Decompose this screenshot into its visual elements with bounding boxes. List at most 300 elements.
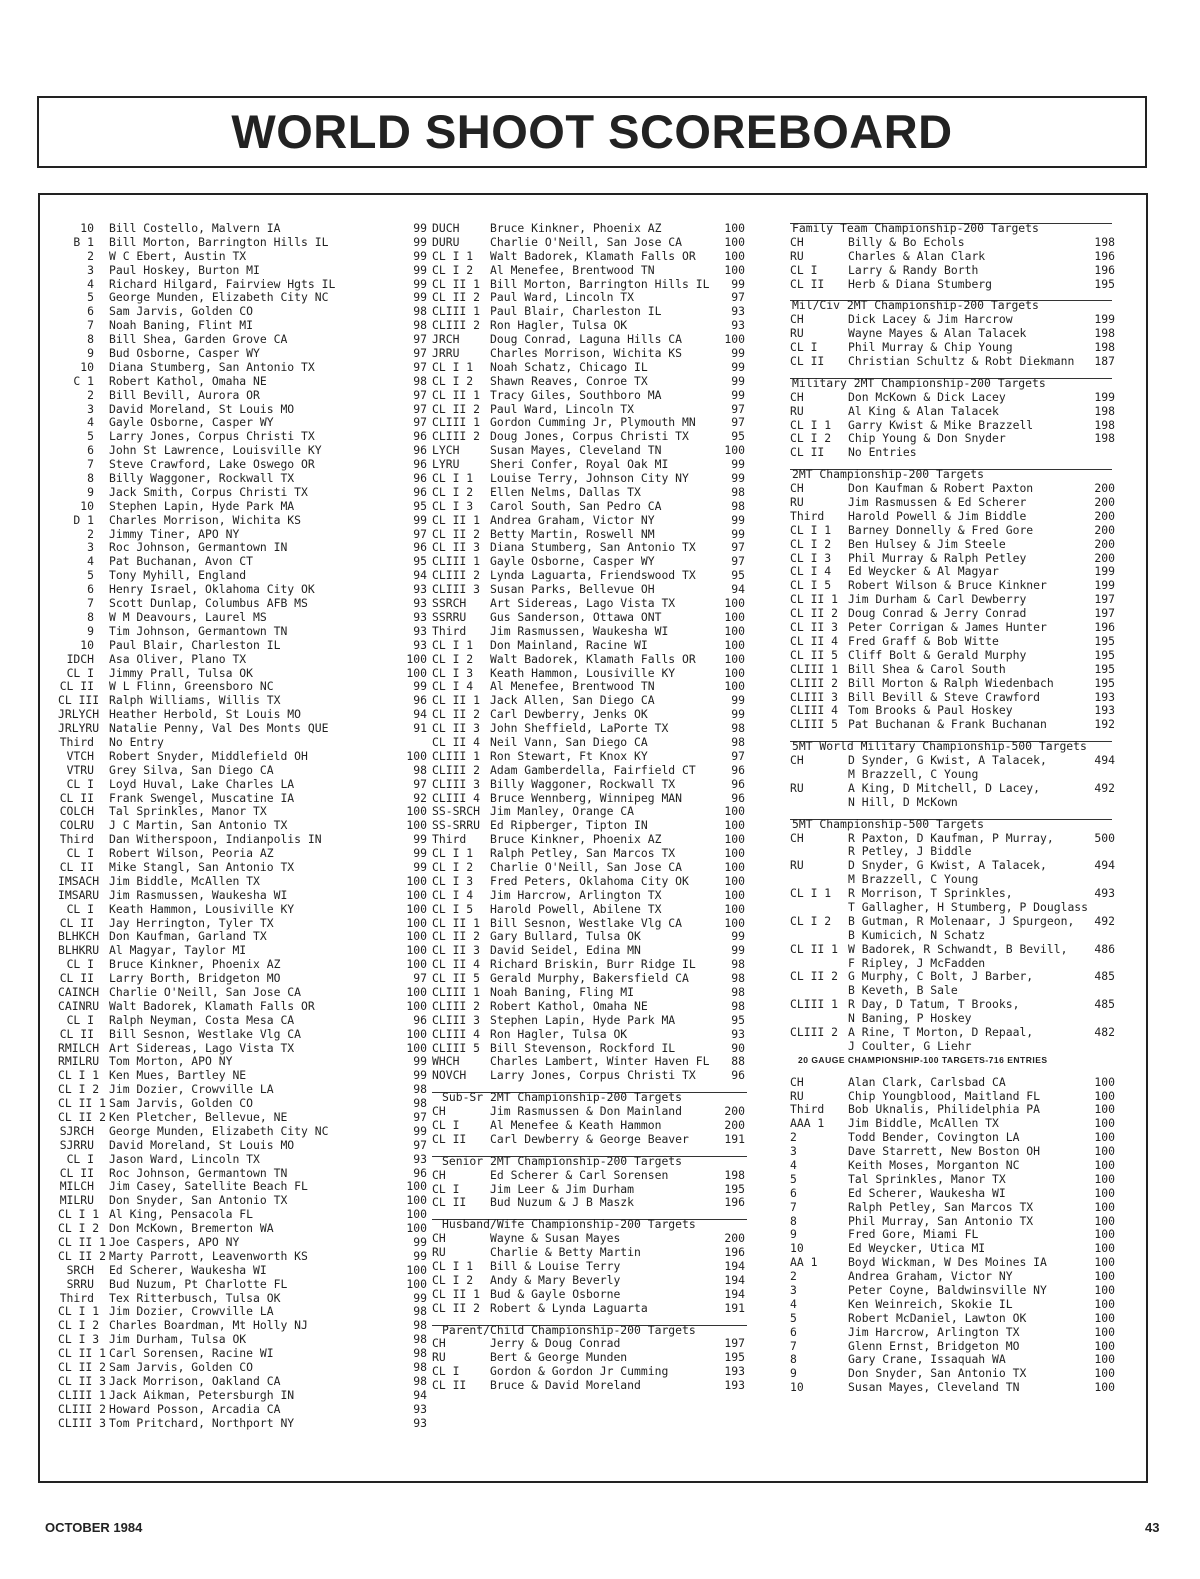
class-label: 4: [87, 415, 94, 430]
result-row: [432, 667, 757, 681]
result-row: [790, 1242, 1130, 1256]
class-label: 6: [87, 582, 94, 597]
result-row: [790, 873, 1130, 887]
score: 100: [724, 679, 745, 694]
entrant-name: Jim Biddle, McAllen TX: [109, 873, 260, 888]
entrant-name: Cliff Bolt & Gerald Murphy: [848, 647, 1027, 662]
class-label: CL I 2: [432, 373, 474, 388]
entrant-name: Jack Smith, Corpus Christi TX: [109, 484, 308, 499]
entrant-name: Sam Jarvis, Golden CO: [109, 1360, 254, 1375]
entrant-name: Larry Jones, Corpus Christi TX: [490, 1068, 696, 1083]
result-row: [58, 222, 428, 236]
score: 100: [1094, 1352, 1115, 1367]
score: 97: [731, 748, 745, 763]
entrant-name: Diana Stumberg, San Antonio TX: [490, 540, 696, 555]
score: 196: [724, 1245, 745, 1260]
score: 200: [724, 1104, 745, 1119]
entrant-name: Harold Powell, Abilene TX: [490, 901, 662, 916]
class-label: CL II 1: [432, 915, 481, 930]
class-label: CL I 1: [432, 637, 474, 652]
entrant-name: Bruce Kinkner, Phoenix AZ: [490, 832, 662, 847]
score: 100: [406, 1221, 427, 1236]
entrant-name: B Gutman, R Molenaar, J Spurgeon,: [848, 913, 1075, 928]
class-label: CL I 1: [432, 846, 474, 861]
entrant-name: Ken Pletcher, Bellevue, NE: [109, 1110, 288, 1124]
score: 195: [724, 1181, 745, 1196]
entrant-name: Robert Kathol, Omaha NE: [490, 998, 648, 1013]
result-row: [432, 528, 757, 542]
score: 197: [1094, 606, 1115, 621]
score: 99: [413, 1248, 427, 1263]
result-row: [432, 1042, 757, 1056]
score: 98: [731, 984, 745, 999]
class-label: 7: [87, 318, 94, 333]
entrant-name: T Gallagher, H Stumberg, P Douglass: [848, 899, 1089, 914]
result-row: [790, 1090, 1130, 1104]
result-row: [790, 327, 1130, 341]
result-row: [58, 639, 428, 653]
result-row: [432, 1260, 757, 1274]
class-label: CL I 1: [432, 1259, 474, 1274]
class-label: 2: [87, 526, 94, 541]
class-label: SSRRU: [432, 609, 467, 624]
score: 194: [724, 1259, 745, 1274]
result-row: [432, 500, 757, 514]
result-row: [790, 1187, 1130, 1201]
entrant-name: Jimmy Tiner, APO NY: [109, 526, 240, 541]
section-title: 5MT World Military Championship-500 Targets: [792, 739, 1087, 754]
entrant-name: Bruce Kinkner, Phoenix AZ: [109, 957, 281, 972]
result-row: [432, 972, 757, 986]
score: 191: [724, 1131, 745, 1146]
entrant-name: Stephen Lapin, Hyde Park MA: [109, 498, 295, 513]
class-label: CL I 3: [432, 665, 474, 680]
class-label: CL II 2: [432, 1300, 481, 1315]
result-row: [58, 819, 428, 833]
entrant-name: Charlie O'Neill, San Jose CA: [490, 234, 683, 249]
class-label: CL I 1: [58, 1068, 100, 1083]
result-row: [790, 1131, 1130, 1145]
score: 100: [724, 234, 745, 249]
entrant-name: Al Menefee, Brentwood TN: [490, 262, 655, 277]
result-row: [790, 607, 1130, 621]
result-row: [58, 1028, 428, 1042]
entrant-name: Larry & Randy Borth: [848, 262, 979, 277]
result-row: [432, 416, 757, 430]
entrant-name: D Synder, G Kwist, A Talacek,: [848, 753, 1047, 768]
class-label: 5: [87, 429, 94, 444]
entrant-name: Al King, Pensacola FL: [109, 1207, 254, 1222]
result-row: [790, 593, 1130, 607]
class-label: SRCH: [66, 1262, 94, 1277]
class-label: CL II 3: [432, 540, 481, 555]
entrant-name: Al Menefee & Keath Hammon: [490, 1118, 662, 1132]
result-row: [790, 1298, 1130, 1312]
entrant-name: Keath Hammon, Lousiville KY: [109, 901, 295, 916]
score: 99: [413, 1123, 427, 1138]
class-label: 3: [790, 1283, 797, 1298]
class-label: CLIII 2: [432, 998, 481, 1013]
entrant-name: Tex Ritterbusch, Tulsa OK: [109, 1290, 281, 1305]
score: 200: [1094, 536, 1115, 551]
result-row: [58, 1305, 428, 1319]
score: 100: [724, 915, 745, 930]
result-row: [58, 389, 428, 403]
score: 200: [724, 1231, 745, 1246]
entrant-name: J C Martin, San Antonio TX: [109, 818, 288, 833]
result-row: [432, 875, 757, 889]
entrant-name: Gayle Osborne, Casper WY: [109, 415, 274, 430]
score: 97: [413, 1137, 427, 1152]
entrant-name: Bill Stevenson, Rockford IL: [490, 1040, 676, 1055]
result-row: [58, 930, 428, 944]
section-header: [790, 468, 1130, 482]
entrant-name: Art Sidereas, Lago Vista TX: [490, 596, 676, 611]
entrant-name: Phil Murray, San Antonio TX: [848, 1213, 1034, 1228]
result-row: [58, 1417, 428, 1431]
class-label: CH: [790, 389, 804, 404]
section-header: [432, 1155, 757, 1169]
score: 100: [724, 262, 745, 277]
class-label: RMILRU: [58, 1054, 100, 1069]
result-row: [432, 278, 757, 292]
class-label: CL II 1: [432, 1286, 481, 1301]
entrant-name: Fred Graff & Bob Witte: [848, 633, 999, 648]
result-row: [58, 1278, 428, 1292]
class-label: B 1: [73, 234, 94, 249]
score: 98: [731, 971, 745, 986]
class-label: DUCH: [432, 221, 460, 235]
score: 100: [1094, 1324, 1115, 1339]
score: 100: [1094, 1158, 1115, 1172]
entrant-name: Walt Badorek, Klamath Falls OR: [109, 998, 315, 1013]
entrant-name: Betty Martin, Roswell NM: [490, 526, 655, 541]
class-label: JRCH: [432, 332, 460, 347]
entrant-name: Paul Ward, Lincoln TX: [490, 290, 635, 305]
entrant-name: Henry Israel, Oklahoma City OK: [109, 582, 315, 597]
score: 100: [1094, 1283, 1115, 1298]
class-label: CL I 5: [432, 901, 474, 916]
result-row: [58, 1292, 428, 1306]
score: 100: [724, 832, 745, 847]
score: 195: [1094, 633, 1115, 648]
score: 99: [731, 929, 745, 944]
result-row: [432, 597, 757, 611]
class-label: CL I 2: [58, 1082, 100, 1097]
entrant-name: Billy Waggoner, Rockwall TX: [109, 471, 295, 486]
result-row: [790, 649, 1130, 663]
entrant-name: Doug Jones, Corpus Christi TX: [490, 429, 689, 444]
result-row: [432, 847, 757, 861]
result-row: [790, 1367, 1130, 1381]
class-label: 6: [790, 1185, 797, 1200]
entrant-name: Noah Baning, Fling MI: [490, 984, 635, 999]
entrant-name: Tom Morton, APO NY: [109, 1054, 233, 1069]
result-row: [790, 1326, 1130, 1340]
class-label: CLIII 4: [432, 1026, 481, 1041]
score: 99: [731, 693, 745, 708]
class-label: BLHKRU: [58, 943, 100, 958]
score: 91: [413, 721, 427, 736]
result-row: [432, 375, 757, 389]
score: 100: [406, 1040, 427, 1055]
class-label: CL II 1: [432, 693, 481, 708]
score: 88: [731, 1054, 745, 1069]
class-label: CL I: [66, 957, 94, 972]
result-row: [432, 958, 757, 972]
entrant-name: Robert McDaniel, Lawton OK: [848, 1310, 1027, 1325]
result-row: [58, 347, 428, 361]
class-label: 8: [790, 1352, 797, 1367]
result-row: [432, 444, 757, 458]
score: 200: [1094, 508, 1115, 523]
entrant-name: Bill Costello, Malvern IA: [109, 221, 281, 235]
result-row: [432, 250, 757, 264]
class-label: CL I 2: [790, 536, 832, 551]
class-label: SSRCH: [432, 596, 467, 611]
result-row: [58, 528, 428, 542]
result-row: [58, 1083, 428, 1097]
result-row: [790, 1026, 1130, 1040]
class-label: CL II 1: [790, 592, 839, 607]
result-row: [432, 1028, 757, 1042]
score: 93: [731, 1026, 745, 1041]
result-row: [58, 403, 428, 417]
score: 100: [1094, 1074, 1115, 1089]
result-row: [58, 736, 428, 750]
result-row: [58, 375, 428, 389]
class-label: CLIII 1: [58, 1387, 107, 1402]
score: 98: [413, 373, 427, 388]
class-label: COLRU: [59, 818, 94, 833]
entrant-name: Chip Youngblood, Maitland FL: [848, 1088, 1041, 1103]
class-label: SS-SRRU: [432, 818, 481, 833]
score: 193: [1094, 703, 1115, 718]
result-row: [790, 635, 1130, 649]
class-label: CL I 2: [58, 1221, 100, 1236]
score: 99: [731, 373, 745, 388]
score: 193: [1094, 689, 1115, 704]
score: 100: [724, 901, 745, 916]
entrant-name: Tom Brooks & Paul Hoskey: [848, 703, 1013, 718]
result-row: [790, 432, 1130, 446]
score: 98: [413, 1082, 427, 1097]
entrant-name: Tom Pritchard, Northport NY: [109, 1415, 295, 1430]
class-label: SRRU: [66, 1276, 94, 1291]
class-label: CL I 1: [790, 522, 832, 537]
result-row: [58, 1250, 428, 1264]
class-label: CL I 2: [432, 1272, 474, 1287]
entrant-name: Susan Mayes, Cleveland TN: [490, 443, 662, 458]
entrant-name: No Entries: [848, 445, 917, 460]
score: 97: [413, 332, 427, 347]
score: 198: [1094, 417, 1115, 432]
class-label: 6: [87, 304, 94, 319]
score: 482: [1094, 1024, 1115, 1039]
entrant-name: Gary Bullard, Tulsa OK: [490, 929, 641, 944]
entrant-name: Don Kaufman, Garland TX: [109, 929, 267, 944]
score: 97: [413, 971, 427, 986]
entrant-name: Tal Sprinkles, Manor TX: [848, 1171, 1006, 1186]
score: 100: [406, 1207, 427, 1222]
entrant-name: Jim Dozier, Crowville LA: [109, 1082, 274, 1097]
class-label: CL II: [59, 971, 94, 986]
entrant-name: Carl Dewberry & George Beaver: [490, 1131, 689, 1146]
result-row: [790, 1159, 1130, 1173]
class-label: CLIII 3: [432, 776, 481, 791]
class-label: 2: [87, 248, 94, 263]
result-row: [790, 832, 1130, 846]
entrant-name: Dick Lacey & Jim Harcrow: [848, 312, 1013, 327]
class-label: CL II 2: [58, 1248, 107, 1263]
result-row: [58, 944, 428, 958]
score: 95: [413, 498, 427, 513]
entrant-name: Walt Badorek, Klamath Falls OR: [490, 651, 696, 666]
score: 198: [1094, 403, 1115, 418]
result-row: [432, 708, 757, 722]
score: 493: [1094, 886, 1115, 901]
section-title: 5MT Championship-500 Targets: [792, 816, 985, 831]
entrant-name: Frank Swengel, Muscatine IA: [109, 790, 295, 805]
score: 93: [413, 596, 427, 611]
result-row: [58, 708, 428, 722]
score: 98: [413, 762, 427, 777]
class-label: RU: [790, 248, 804, 263]
score: 193: [724, 1364, 745, 1379]
class-label: CLIII 1: [432, 415, 481, 430]
entrant-name: Natalie Penny, Val Des Monts QUE: [109, 721, 329, 736]
score: 100: [1094, 1366, 1115, 1381]
class-label: IDCH: [66, 651, 94, 666]
section-title: Parent/Child Championship-200 Targets: [442, 1322, 696, 1337]
class-label: CLIII 2: [432, 318, 481, 333]
result-row: [58, 1180, 428, 1194]
class-label: JRRU: [432, 346, 460, 361]
entrant-name: Noah Baning, Flint MI: [109, 318, 254, 333]
entrant-name: Loyd Huval, Lake Charles LA: [109, 776, 295, 791]
score: 98: [413, 1332, 427, 1347]
entrant-name: Bruce Kinkner, Phoenix AZ: [490, 221, 662, 235]
score: 93: [413, 1415, 427, 1430]
score: 100: [1094, 1088, 1115, 1103]
entrant-name: Ed Scherer & Carl Sorensen: [490, 1167, 669, 1182]
score: 99: [413, 234, 427, 249]
class-label: CL I: [66, 846, 94, 861]
result-row: [58, 1222, 428, 1236]
score: 96: [731, 1068, 745, 1083]
entrant-name: Keath Hammon, Lousiville KY: [490, 665, 676, 680]
entrant-name: Steve Crawford, Lake Oswego OR: [109, 457, 315, 472]
result-row: [58, 805, 428, 819]
score: 191: [724, 1300, 745, 1315]
class-label: CH: [432, 1167, 446, 1182]
class-label: Third: [790, 1102, 825, 1117]
class-label: CL II 2: [432, 290, 481, 305]
result-row: [58, 847, 428, 861]
entrant-name: No Entry: [109, 734, 164, 749]
entrant-name: D Snyder, G Kwist, A Talacek,: [848, 858, 1047, 873]
result-row: [58, 1389, 428, 1403]
score: 100: [1094, 1241, 1115, 1256]
score: 494: [1094, 858, 1115, 873]
class-label: 7: [790, 1199, 797, 1214]
result-row: [432, 222, 757, 236]
entrant-name: Wayne & Susan Mayes: [490, 1231, 621, 1246]
entrant-name: J Coulter, G Liehr: [848, 1038, 972, 1053]
result-row: [790, 538, 1130, 552]
class-label: 9: [790, 1366, 797, 1381]
entrant-name: Ben Hulsey & Jim Steele: [848, 536, 1006, 551]
score: 99: [731, 512, 745, 527]
class-label: 9: [87, 346, 94, 361]
entrant-name: Dan Witherspoon, Indianpolis IN: [109, 832, 322, 847]
entrant-name: Roc Johnson, Germantown TN: [109, 1165, 288, 1180]
class-label: Third: [59, 832, 94, 847]
class-label: CL I 5: [790, 578, 832, 593]
result-row: [58, 653, 428, 667]
score: 492: [1094, 780, 1115, 795]
result-row: [58, 444, 428, 458]
score: 100: [724, 846, 745, 861]
entrant-name: Ed Scherer, Waukesha WI: [109, 1262, 267, 1277]
entrant-name: Heather Herbold, St Louis MO: [109, 707, 302, 722]
entrant-name: Larry Jones, Corpus Christi TX: [109, 429, 315, 444]
entrant-name: B Keveth, B Sale: [848, 983, 958, 998]
section-header: [432, 1324, 757, 1338]
score: 100: [406, 887, 427, 902]
result-row: [790, 915, 1130, 929]
class-label: JRLYRU: [58, 721, 100, 736]
entrant-name: Sam Jarvis, Golden CO: [109, 1096, 254, 1111]
result-row: [432, 625, 757, 639]
class-label: CL I 4: [790, 564, 832, 579]
class-label: 3: [87, 401, 94, 416]
score: 95: [413, 554, 427, 569]
class-label: 10: [80, 637, 94, 652]
score: 96: [413, 471, 427, 486]
result-row: [432, 819, 757, 833]
score: 100: [724, 637, 745, 652]
score: 100: [1094, 1116, 1115, 1131]
class-label: CL II: [59, 790, 94, 805]
score: 100: [1094, 1255, 1115, 1270]
score: 100: [406, 915, 427, 930]
class-label: CL II 1: [58, 1096, 107, 1111]
section-header: [790, 299, 1130, 313]
entrant-name: Jim Dozier, Crowville LA: [109, 1304, 274, 1319]
entrant-name: Robert Kathol, Omaha NE: [109, 373, 267, 388]
class-label: CL II: [432, 1378, 467, 1393]
class-label: CL I 2: [432, 859, 474, 874]
section-title: Military 2MT Championship-200 Targets: [792, 375, 1046, 390]
class-label: CL II 3: [790, 620, 839, 635]
score: 99: [413, 846, 427, 861]
entrant-name: W Badorek, R Schwandt, B Bevill,: [848, 941, 1068, 956]
result-row: [58, 500, 428, 514]
class-label: CLIII 2: [58, 1401, 107, 1416]
class-label: 4: [790, 1296, 797, 1311]
score: 98: [413, 304, 427, 319]
entrant-name: R Morrison, T Sprinkles,: [848, 886, 1013, 901]
result-row: [58, 1069, 428, 1083]
score: 187: [1094, 354, 1115, 369]
result-row: [790, 355, 1130, 369]
section-header: [432, 1218, 757, 1232]
class-label: CLIII 3: [790, 689, 839, 704]
class-label: CL II 2: [790, 969, 839, 984]
result-row: [432, 903, 757, 917]
score: 100: [406, 665, 427, 680]
